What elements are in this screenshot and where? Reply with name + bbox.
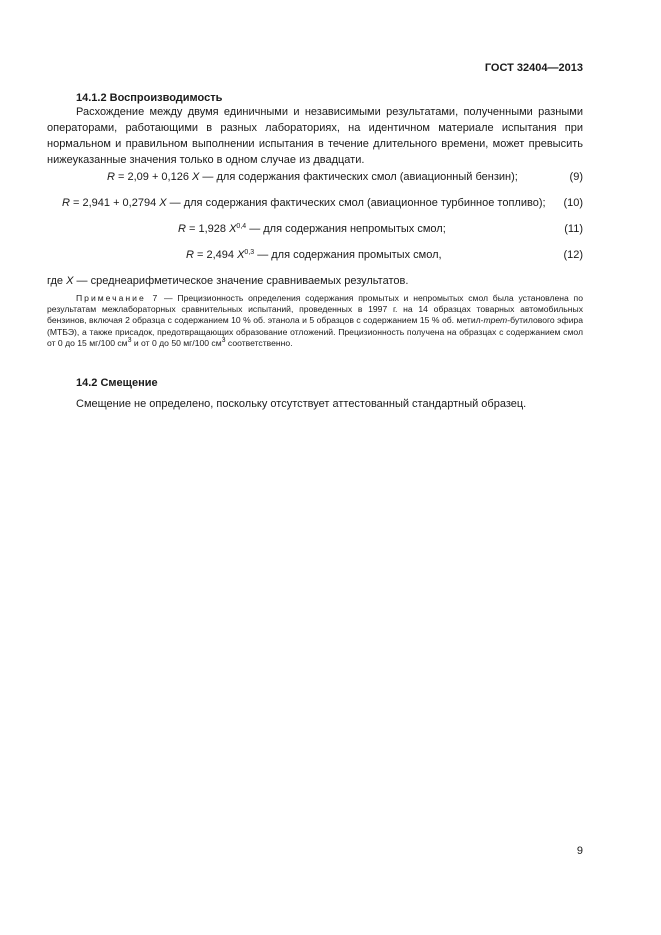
equation-number-10: (10): [563, 197, 583, 209]
equation-number-9: (9): [569, 171, 583, 183]
section-title-bias: 14.2 Смещение: [76, 377, 158, 389]
equation-number-11: (11): [564, 223, 583, 235]
where-clause: где X — среднеарифметическое значение сравниваемых результатов.: [47, 275, 409, 287]
note-label: Примечание 7: [76, 293, 160, 303]
page-number: 9: [576, 845, 583, 857]
reproducibility-text: Расхождение между двумя единичными и независимыми результатами, полученными разными операторами, работающими в разных лабораториях, на идентичном материале испытания при нормальном и правильном выполнении испытания в течение длительного времени, может превысить нижеуказанные значения только в одном случае из двадцати.: [47, 106, 583, 166]
section-title-reproducibility: 14.1.2 Воспроизводимость: [76, 92, 223, 104]
equation-number-12: (12): [563, 249, 583, 261]
reproducibility-paragraph: [47, 104, 583, 168]
formula-10: R = 2,941 + 0,2794 X — для содержания фактических смол (авиационное турбинное топливо);: [62, 197, 546, 209]
document-code-header: ГОСТ 32404—2013: [484, 62, 583, 74]
formula-12: R = 2,494 X$^{0,3}$ — для содержания промытых смол,: [186, 249, 442, 261]
bias-text: Смещение не определено, поскольку отсутствует аттестованный стандартный образец.: [76, 398, 527, 410]
bias-paragraph: [47, 396, 583, 412]
formula-11: R = 1,928 X$^{0,4}$ — для содержания непромытых смол;: [178, 223, 446, 235]
formula-9: R = 2,09 + 0,126 X — для содержания фактических смол (авиационный бензин);: [107, 171, 518, 183]
note-7: Примечание 7 — Прецизионность определения содержания промытых и непромытых смол была установлена по результатам межлабораторных сравнительных испытаний, проведенных в 1997 г. на 14 образцах товарных автомобильных бензинов, включая 2 образца с содержанием 10 % об. этанола и 5 образцов с содержанием 15 % об. метил-трет-бутилового эфира (МТБЭ), а также присадок, предотвращающих образование отложений. Прецизионность получена на образцах с содержанием смол от 0 до 15 мг/100 $см^3$ и от 0 до 50 мг/100 $см^3$ соответственно.: [47, 293, 583, 348]
